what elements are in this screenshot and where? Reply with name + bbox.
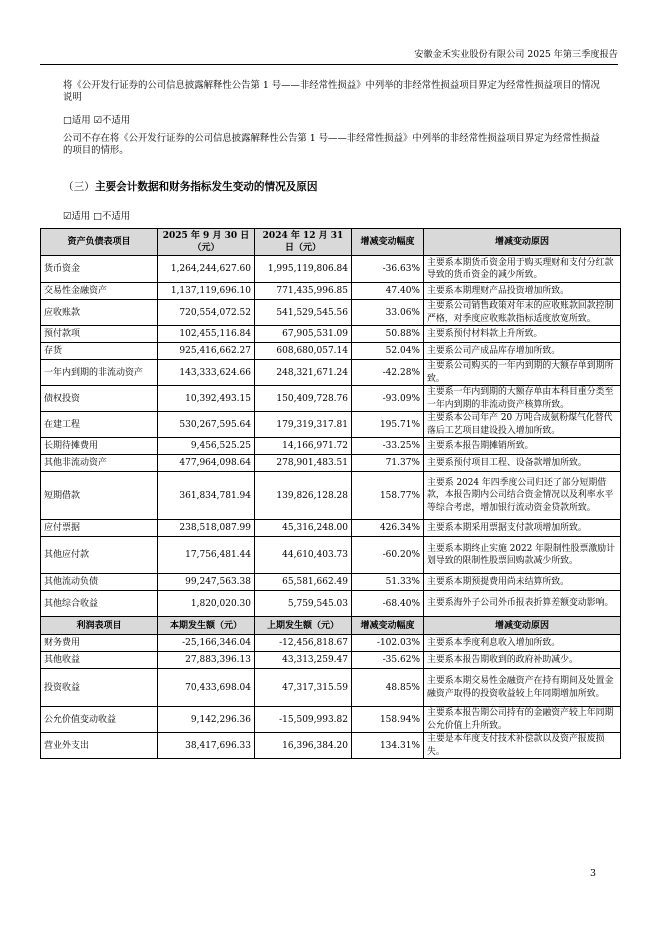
profit-prior-value: 47,317,315.59	[255, 669, 352, 707]
balance-row	[41, 472, 621, 520]
balance-item: 长期待摊费用	[41, 438, 158, 455]
balance-item: 应收账款	[41, 300, 158, 326]
profit-current-value: 38,417,696.33	[158, 733, 255, 759]
balance-prior-value: 150,409,728.76	[255, 386, 352, 412]
balance-item: 在建工程	[41, 412, 158, 438]
profit-item: 其他收益	[41, 652, 158, 669]
balance-change-pct: -36.63%	[352, 256, 424, 283]
balance-change-pct: 158.77%	[352, 472, 424, 520]
balance-current-value: 925,416,662.27	[158, 343, 255, 360]
balance-current-value: 238,518,087.99	[158, 520, 255, 537]
balance-current-value: 530,267,595.64	[158, 412, 255, 438]
balance-change-pct: -68.40%	[352, 591, 424, 617]
balance-item: 其他综合收益	[41, 591, 158, 617]
balance-row	[41, 591, 621, 617]
balance-header-change: 增减变动幅度	[352, 229, 424, 256]
balance-reason: 主要系本报告期摊销所致。	[424, 438, 621, 455]
profit-change-pct: -35.62%	[352, 652, 424, 669]
balance-header-prior: 2024 年 12 月 31 日（元）	[255, 229, 352, 256]
profit-prior-value: -12,456,818.67	[255, 635, 352, 652]
balance-prior-value: 44,610,403.73	[255, 537, 352, 574]
balance-row	[41, 520, 621, 537]
balance-current-value: 1,820,020.30	[158, 591, 255, 617]
balance-prior-value: 67,905,531.09	[255, 326, 352, 343]
balance-item: 预付款项	[41, 326, 158, 343]
profit-row	[41, 669, 621, 707]
applicable-checkbox-1: □适用 ☑不适用	[63, 115, 131, 126]
profit-reason: 主要系本期交易性金融资产在持有期间及处置金融资产取得的投资收益较上年同期增加所致。	[424, 669, 621, 707]
profit-header-reason: 增减变动原因	[424, 617, 621, 635]
balance-row	[41, 412, 621, 438]
profit-item: 营业外支出	[41, 733, 158, 759]
balance-prior-value: 1,995,119,806.84	[255, 256, 352, 283]
balance-change-pct: 426.34%	[352, 520, 424, 537]
profit-header-row	[41, 617, 621, 635]
balance-prior-value: 278,901,483.51	[255, 455, 352, 472]
balance-prior-value: 5,759,545.03	[255, 591, 352, 617]
balance-prior-value: 14,166,971.72	[255, 438, 352, 455]
financial-changes-table	[40, 228, 621, 759]
profit-item: 财务费用	[41, 635, 158, 652]
profit-change-pct: 48.85%	[352, 669, 424, 707]
balance-row	[41, 438, 621, 455]
profit-row	[41, 652, 621, 669]
balance-change-pct: 47.40%	[352, 283, 424, 300]
balance-change-pct: -42.28%	[352, 360, 424, 386]
profit-row	[41, 635, 621, 652]
balance-change-pct: 71.37%	[352, 455, 424, 472]
profit-item: 公允价值变动收益	[41, 707, 158, 733]
balance-reason: 主要系 2024 年四季度公司归还了部分短期借款，本报告期内公司结合资金情况以及利率水平等综合考虑，增加银行流动资金贷款所致。	[424, 472, 621, 520]
balance-item: 其他非流动资产	[41, 455, 158, 472]
balance-header-item: 资产负债表项目	[41, 229, 158, 256]
balance-current-value: 17,756,481.44	[158, 537, 255, 574]
profit-header-change: 增减变动幅度	[352, 617, 424, 635]
profit-row	[41, 733, 621, 759]
balance-prior-value: 65,581,662.49	[255, 574, 352, 591]
balance-change-pct: -33.25%	[352, 438, 424, 455]
balance-prior-value: 248,321,671.24	[255, 360, 352, 386]
balance-row	[41, 300, 621, 326]
profit-prior-value: 16,396,384.20	[255, 733, 352, 759]
nonrecurring-statement: 公司不存在将《公开发行证券的公司信息披露解释性公告第 1 号——非经常性损益》中列举的非经常性损益项目界定为经常性损益的项目的情形。	[63, 133, 600, 157]
balance-change-pct: 195.71%	[352, 412, 424, 438]
balance-change-pct: -60.20%	[352, 537, 424, 574]
balance-row	[41, 283, 621, 300]
profit-change-pct: -102.03%	[352, 635, 424, 652]
profit-item: 投资收益	[41, 669, 158, 707]
balance-row	[41, 386, 621, 412]
balance-change-pct: 33.06%	[352, 300, 424, 326]
balance-prior-value: 45,316,248.00	[255, 520, 352, 537]
page-number: 3	[590, 868, 596, 879]
profit-change-pct: 158.94%	[352, 707, 424, 733]
profit-current-value: 70,433,698.04	[158, 669, 255, 707]
balance-prior-value: 179,319,317.81	[255, 412, 352, 438]
balance-reason: 主要系预付材料款上升所致。	[424, 326, 621, 343]
balance-reason: 主要系公司购买的一年内到期的大额存单到期所致。	[424, 360, 621, 386]
balance-item: 债权投资	[41, 386, 158, 412]
balance-current-value: 9,456,525.25	[158, 438, 255, 455]
profit-prior-value: 43,313,259.47	[255, 652, 352, 669]
balance-current-value: 102,455,116.84	[158, 326, 255, 343]
balance-item: 一年内到期的非流动资产	[41, 360, 158, 386]
section-heading	[63, 179, 317, 194]
balance-reason: 主要系海外子公司外币报表折算差额变动影响。	[424, 591, 621, 617]
balance-prior-value: 608,680,057.14	[255, 343, 352, 360]
balance-prior-value: 139,826,128.28	[255, 472, 352, 520]
profit-current-value: -25,166,346.04	[158, 635, 255, 652]
balance-change-pct: -93.09%	[352, 386, 424, 412]
profit-header-prior: 上期发生额（元）	[255, 617, 352, 635]
balance-header-current: 2025 年 9 月 30 日（元）	[158, 229, 255, 256]
balance-current-value: 1,264,244,627.60	[158, 256, 255, 283]
balance-current-value: 720,554,072.52	[158, 300, 255, 326]
balance-item: 其他应付款	[41, 537, 158, 574]
balance-reason: 主要系本公司年产 20 万吨合成氨粉煤气化替代落后工艺项目建设投入增加所致。	[424, 412, 621, 438]
balance-prior-value: 771,435,996.85	[255, 283, 352, 300]
balance-reason: 主要系本期预提费用尚未结算所致。	[424, 574, 621, 591]
balance-item: 货币资金	[41, 256, 158, 283]
profit-header-current: 本期发生额（元）	[158, 617, 255, 635]
profit-reason: 主要是本年度支付技术补偿款以及资产报废损失。	[424, 733, 621, 759]
balance-header-row	[41, 229, 621, 256]
balance-header-reason: 增减变动原因	[424, 229, 621, 256]
profit-header-item: 利润表项目	[41, 617, 158, 635]
balance-reason: 主要系本期货币资金用于购买理财和支付分红款导致的货币资金的减少所致。	[424, 256, 621, 283]
balance-row	[41, 343, 621, 360]
balance-reason: 主要系本期理财产品投资增加所致。	[424, 283, 621, 300]
section-title: 主要会计数据和财务指标发生变动的情况及原因	[95, 181, 318, 193]
balance-item: 短期借款	[41, 472, 158, 520]
balance-current-value: 361,834,781.94	[158, 472, 255, 520]
balance-row	[41, 326, 621, 343]
balance-reason: 主要系公司销售政策对年末的应收账款回款控制严格，对季度应收账款指标适度放宽所致。	[424, 300, 621, 326]
balance-row	[41, 256, 621, 283]
balance-row	[41, 360, 621, 386]
balance-item: 存货	[41, 343, 158, 360]
balance-current-value: 10,392,493.15	[158, 386, 255, 412]
balance-current-value: 99,247,563.38	[158, 574, 255, 591]
balance-reason: 主要系本期终止实施 2022 年限制性股票激励计划导致的限制性股票回购款减少所致。	[424, 537, 621, 574]
balance-item: 交易性金融资产	[41, 283, 158, 300]
profit-row	[41, 707, 621, 733]
balance-row	[41, 537, 621, 574]
profit-reason: 主要系本季度利息收入增加所致。	[424, 635, 621, 652]
balance-item: 应付票据	[41, 520, 158, 537]
balance-reason: 主要系公司产成品库存增加所致。	[424, 343, 621, 360]
balance-reason: 主要系一年内到期的大额存单由本科目重分类至一年内到期的非流动资产核算所致。	[424, 386, 621, 412]
balance-change-pct: 50.88%	[352, 326, 424, 343]
section-number: （三）	[63, 181, 95, 193]
balance-row	[41, 574, 621, 591]
applicable-checkbox-2: ☑适用 □不适用	[63, 211, 131, 222]
balance-current-value: 477,964,098.64	[158, 455, 255, 472]
balance-prior-value: 541,529,545.56	[255, 300, 352, 326]
profit-current-value: 27,883,396.13	[158, 652, 255, 669]
balance-current-value: 143,333,624.66	[158, 360, 255, 386]
balance-row	[41, 455, 621, 472]
page-header: 安徽金禾实业股份有限公司 2025 年第三季度报告	[40, 46, 618, 65]
profit-current-value: 9,142,296.36	[158, 707, 255, 733]
balance-change-pct: 51.33%	[352, 574, 424, 591]
profit-change-pct: 134.31%	[352, 733, 424, 759]
profit-prior-value: -15,509,993.82	[255, 707, 352, 733]
balance-change-pct: 52.04%	[352, 343, 424, 360]
balance-current-value: 1,137,119,696.10	[158, 283, 255, 300]
balance-reason: 主要系本期采用票据支付款项增加所致。	[424, 520, 621, 537]
balance-reason: 主要系预付项目工程、设备款增加所致。	[424, 455, 621, 472]
profit-reason: 主要系本报告期公司持有的金融资产较上年同期公允价值上升所致。	[424, 707, 621, 733]
profit-reason: 主要系本报告期收到的政府补助减少。	[424, 652, 621, 669]
nonrecurring-heading: 将《公开发行证券的公司信息披露解释性公告第 1 号——非经常性损益》中列举的非经常性损益项目界定为经常性损益项目的情况说明	[63, 80, 600, 104]
balance-item: 其他流动负债	[41, 574, 158, 591]
